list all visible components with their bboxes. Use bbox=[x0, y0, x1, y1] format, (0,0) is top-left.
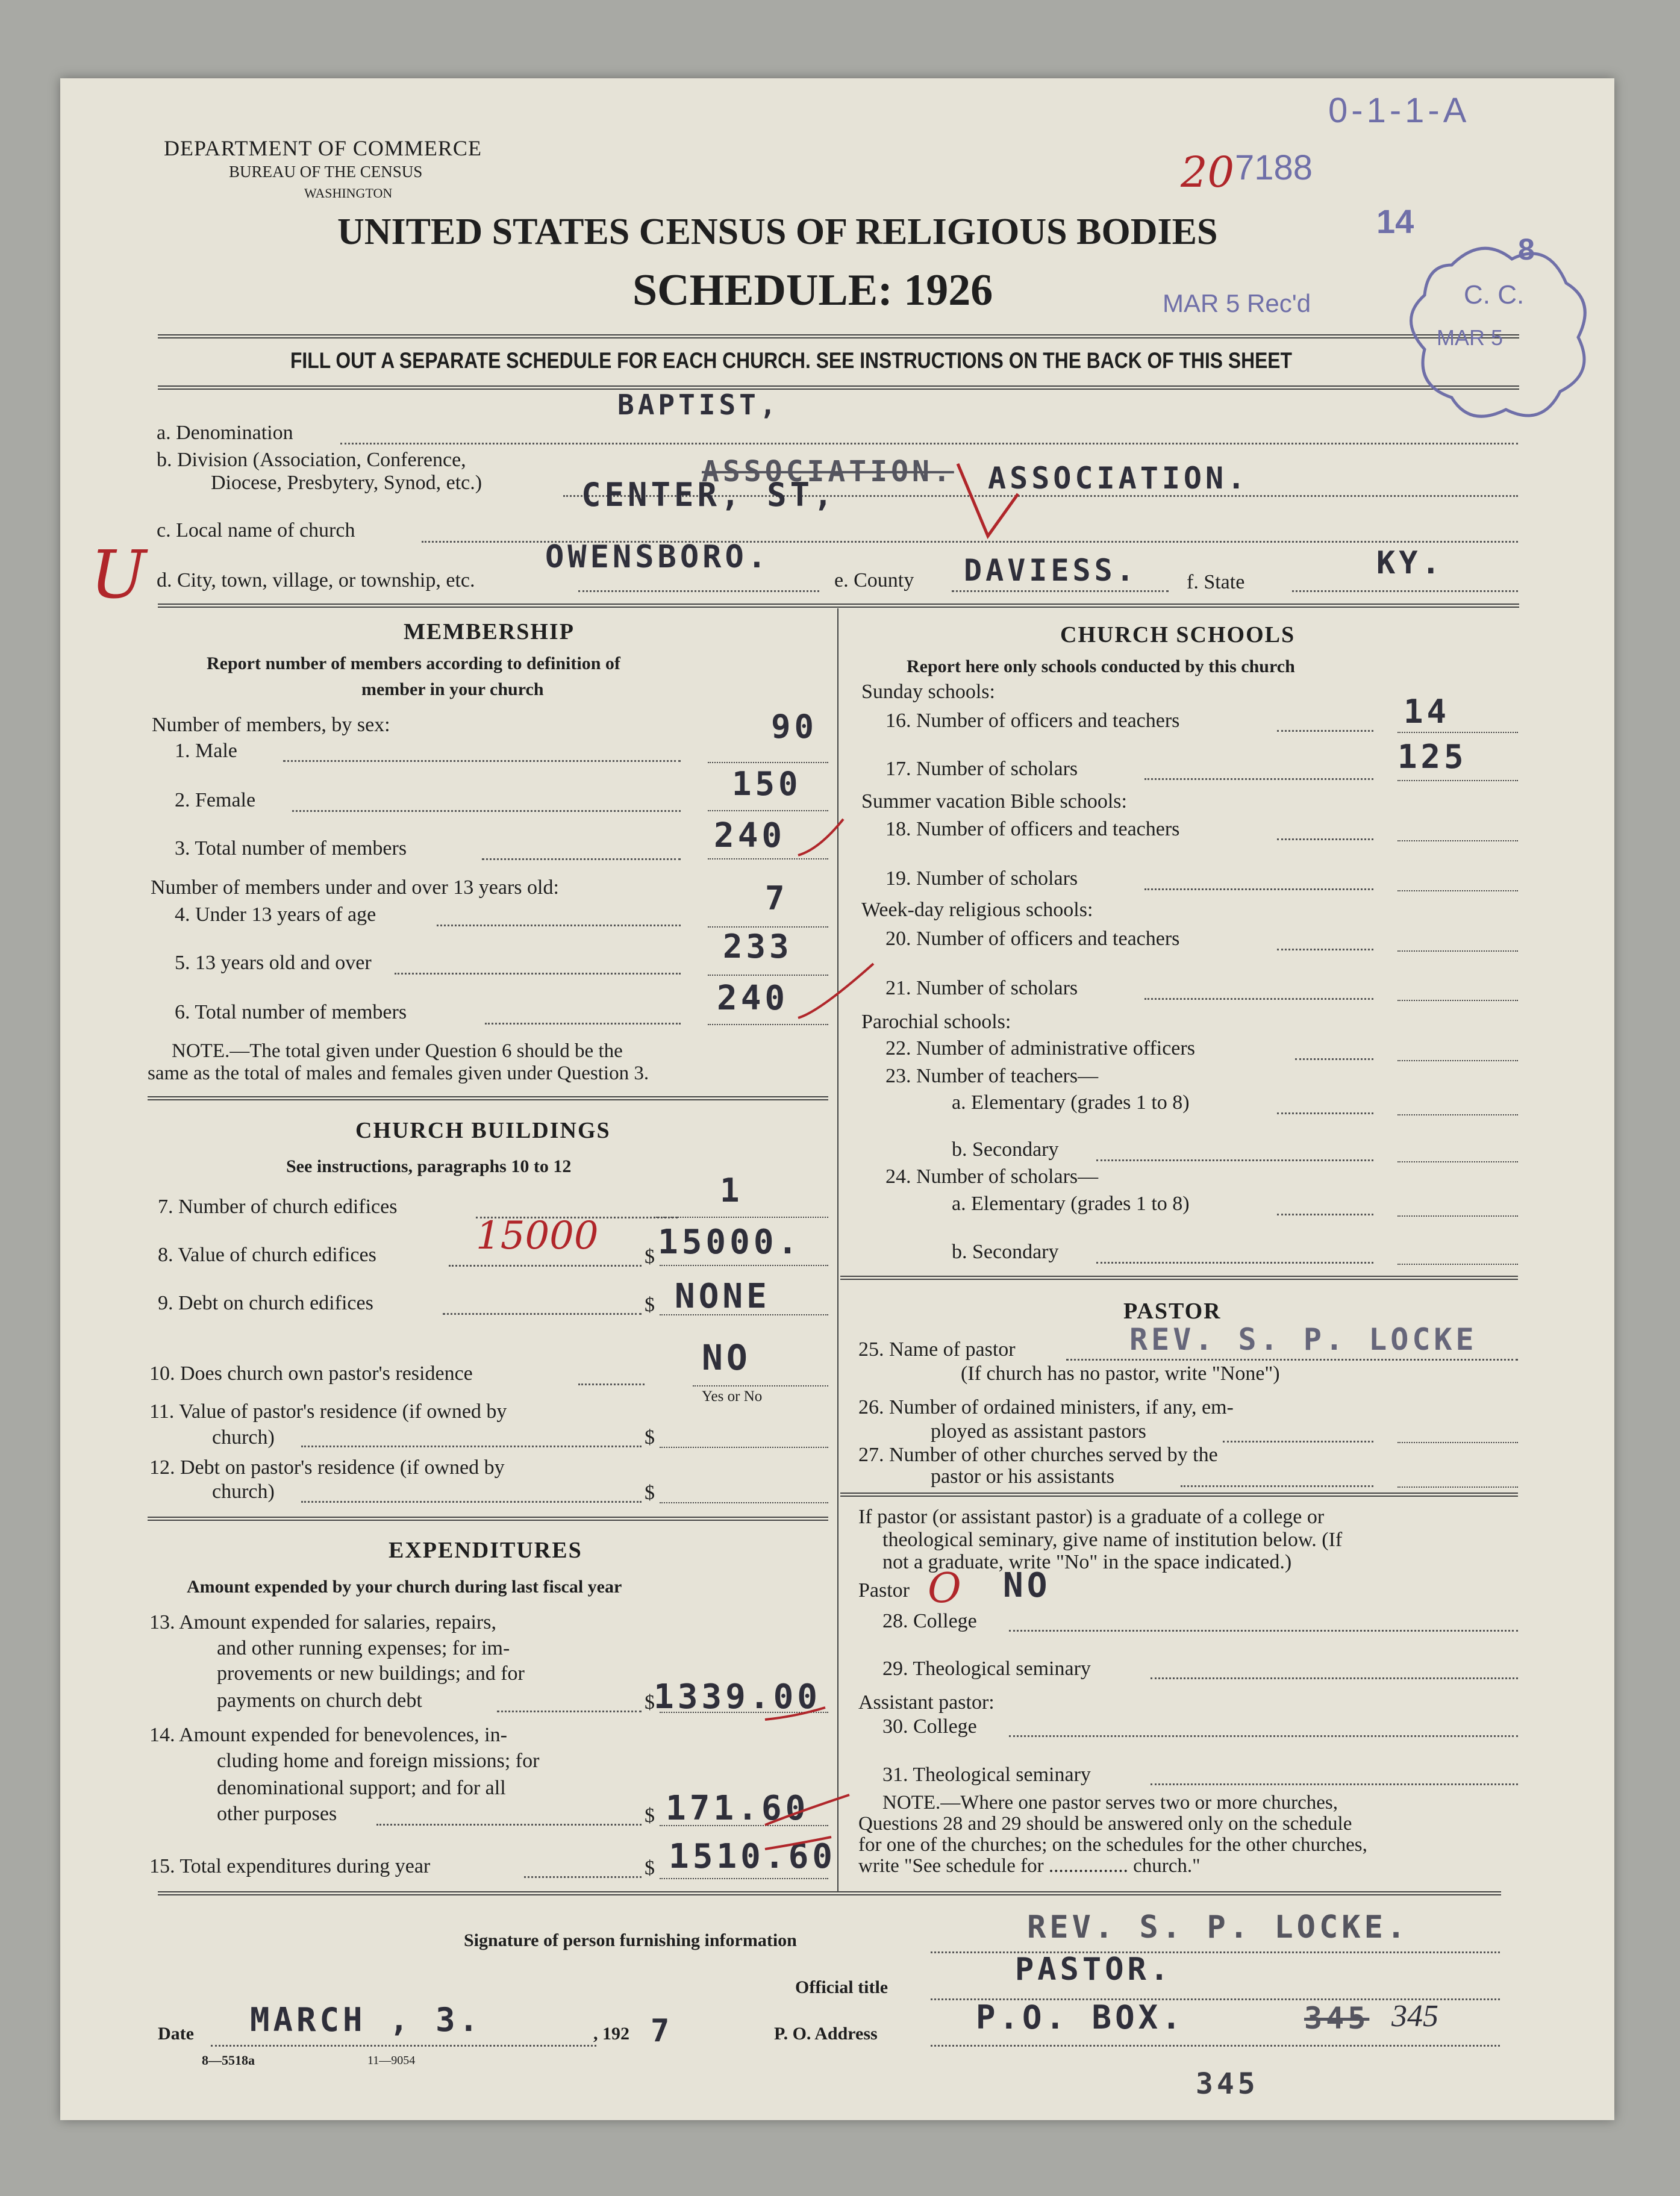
po-address-label: P. O. Address bbox=[774, 2024, 878, 2044]
members-by-sex-label: Number of members, by sex: bbox=[152, 714, 390, 736]
handwritten-prefix: 20 bbox=[1181, 148, 1235, 197]
city-label: d. City, town, village, or township, etc. bbox=[157, 569, 475, 591]
q27-leader bbox=[1181, 1485, 1373, 1487]
year-prefix: , 192 bbox=[593, 2024, 629, 2044]
instruction-rule bbox=[158, 385, 1519, 390]
division-label: b. Division (Association, Conference, bbox=[157, 449, 466, 471]
q30-label: 30. College bbox=[882, 1715, 977, 1738]
q4-label: 4. Under 13 years of age bbox=[175, 903, 376, 926]
q26-label-2: ployed as assistant pastors bbox=[931, 1420, 1146, 1443]
q17-label: 17. Number of scholars bbox=[885, 758, 1078, 780]
q24-label: 24. Number of scholars— bbox=[885, 1165, 1099, 1188]
q13-line-3: provements or new buildings; and for bbox=[217, 1662, 525, 1685]
county-label: e. County bbox=[834, 569, 914, 591]
q11-leader bbox=[301, 1446, 642, 1447]
q10-label: 10. Does church own pastor's residence bbox=[149, 1362, 473, 1385]
q12-label: 12. Debt on pastor's residence (if owned by bbox=[149, 1456, 505, 1479]
q2-value: 150 bbox=[732, 765, 802, 803]
date-label: Date bbox=[158, 2024, 194, 2044]
q12-leader bbox=[301, 1501, 642, 1503]
q9-dollar: $ bbox=[645, 1294, 655, 1316]
denomination-label: a. Denomination bbox=[157, 422, 293, 444]
q15-dollar: $ bbox=[645, 1857, 655, 1879]
date-line bbox=[211, 2045, 596, 2047]
po-address-value: P.O. BOX. bbox=[976, 1998, 1185, 2036]
footer-rule bbox=[158, 1891, 1501, 1895]
pastor-note-3: for one of the churches; on the schedules for the other churches, bbox=[858, 1834, 1367, 1856]
q13-leader bbox=[497, 1711, 642, 1712]
margin-mark: U bbox=[90, 536, 146, 613]
header-rule bbox=[158, 334, 1519, 338]
schools-subtitle: Report here only schools conducted by this church bbox=[907, 657, 1295, 676]
q27-answer-line bbox=[1397, 1486, 1518, 1488]
q8-value: 15000. bbox=[658, 1223, 802, 1262]
po-box-handwritten: 345 bbox=[1391, 1999, 1438, 2033]
bureau-city: WASHINGTON bbox=[304, 186, 393, 201]
pastor-red-mark: O bbox=[928, 1565, 961, 1612]
membership-subtitle: Report number of members according to definition of bbox=[207, 653, 620, 673]
q13-value: 1339.00 bbox=[654, 1677, 822, 1717]
q1-answer-line bbox=[708, 762, 828, 763]
q3-leader bbox=[482, 858, 681, 860]
members-by-age-label: Number of members under and over 13 years old: bbox=[151, 876, 559, 899]
q27-label-2: pastor or his assistants bbox=[931, 1465, 1115, 1488]
q15-value: 1510.60 bbox=[669, 1837, 837, 1876]
schools-rule bbox=[840, 1276, 1518, 1280]
q4-value: 7 bbox=[765, 879, 788, 917]
q8-leader bbox=[449, 1265, 642, 1267]
seal-digit: 8 bbox=[1518, 232, 1535, 266]
pastor-note: NOTE.—Where one pastor serves two or more churches, bbox=[882, 1792, 1338, 1814]
sunday-schools-label: Sunday schools: bbox=[861, 681, 995, 703]
q24b-label: b. Secondary bbox=[952, 1241, 1059, 1263]
q16-label: 16. Number of officers and teachers bbox=[885, 710, 1180, 732]
instruction-banner: FILL OUT A SEPARATE SCHEDULE FOR EACH CHURCH. SEE INSTRUCTIONS ON THE BACK OF THIS SHEET bbox=[290, 348, 1292, 373]
q21-answer-line bbox=[1397, 1000, 1518, 1001]
q7-value: 1 bbox=[720, 1171, 743, 1209]
q23b-leader bbox=[1096, 1159, 1373, 1161]
q15-label: 15. Total expenditures during year bbox=[149, 1855, 431, 1877]
q14-line-3: denominational support; and for all bbox=[217, 1777, 506, 1799]
section-rule bbox=[158, 604, 1519, 608]
red-expenditure-marks bbox=[759, 1686, 861, 1867]
q11-label-2: church) bbox=[212, 1426, 275, 1449]
q6-label: 6. Total number of members bbox=[175, 1001, 407, 1023]
q13-dollar: $ bbox=[645, 1691, 655, 1714]
pastor-note-4: write "See schedule for ................ church." bbox=[858, 1855, 1201, 1877]
q14-line-1: 14. Amount expended for benevolences, in- bbox=[149, 1724, 507, 1746]
assistant-pastor-label: Assistant pastor: bbox=[858, 1691, 995, 1714]
q17-value: 125 bbox=[1397, 738, 1467, 776]
box-number-stamp: 14 bbox=[1376, 202, 1414, 240]
membership-title: MEMBERSHIP bbox=[404, 619, 575, 644]
q4-leader bbox=[437, 925, 681, 926]
q23-label: 23. Number of teachers— bbox=[885, 1065, 1099, 1087]
q8-red-note: 15000 bbox=[476, 1214, 599, 1258]
buildings-subtitle: See instructions, paragraphs 10 to 12 bbox=[286, 1156, 572, 1176]
q2-leader bbox=[292, 810, 681, 812]
schedule-year: SCHEDULE: 1926 bbox=[632, 266, 993, 315]
q3-label: 3. Total number of members bbox=[175, 837, 407, 859]
q6-value: 240 bbox=[717, 979, 789, 1018]
buildings-title: CHURCH BUILDINGS bbox=[355, 1118, 611, 1143]
form-number: 8—5518a bbox=[202, 2053, 255, 2068]
q30-leader bbox=[1009, 1735, 1518, 1737]
q12-answer-line bbox=[660, 1502, 828, 1503]
q29-leader bbox=[1151, 1677, 1518, 1679]
q20-leader bbox=[1277, 949, 1373, 950]
q5-label: 5. 13 years old and over bbox=[175, 952, 372, 974]
membership-note: NOTE.—The total given under Question 6 should be the bbox=[172, 1040, 623, 1062]
yes-or-no-hint: Yes or No bbox=[702, 1388, 763, 1405]
weekday-schools-label: Week-day religious schools: bbox=[861, 899, 1093, 921]
q17-answer-line bbox=[1397, 780, 1518, 781]
form-title: UNITED STATES CENSUS OF RELIGIOUS BODIES bbox=[337, 211, 1218, 252]
q23a-answer-line bbox=[1397, 1114, 1518, 1115]
q21-leader bbox=[1144, 998, 1373, 1000]
q24a-answer-line bbox=[1397, 1215, 1518, 1217]
division-value: ASSOCIATION. bbox=[988, 461, 1249, 496]
q5-leader bbox=[395, 973, 681, 975]
q26-label: 26. Number of ordained ministers, if any, em- bbox=[858, 1396, 1234, 1418]
q20-label: 20. Number of officers and teachers bbox=[885, 928, 1180, 950]
q1-leader bbox=[283, 760, 681, 762]
q9-label: 9. Debt on church edifices bbox=[158, 1292, 373, 1314]
file-code-stamp: 0-1-1-A bbox=[1328, 91, 1470, 130]
q27-label: 27. Number of other churches served by the bbox=[858, 1444, 1218, 1466]
q26-leader bbox=[1223, 1441, 1373, 1443]
q24b-answer-line bbox=[1397, 1264, 1518, 1265]
official-title-label: Official title bbox=[795, 1977, 888, 1997]
q17-leader bbox=[1144, 778, 1373, 780]
q2-label: 2. Female bbox=[175, 789, 256, 811]
q11-dollar: $ bbox=[645, 1426, 655, 1449]
official-title-value: PASTOR. bbox=[1015, 1951, 1173, 1988]
q19-label: 19. Number of scholars bbox=[885, 867, 1078, 890]
q16-leader bbox=[1277, 730, 1373, 732]
q23a-leader bbox=[1277, 1112, 1373, 1114]
q9-leader bbox=[443, 1313, 642, 1315]
graduate-instruction-3: not a graduate, write "No" in the space indicated.) bbox=[882, 1551, 1292, 1573]
q10-leader bbox=[578, 1383, 645, 1385]
q24a-label: a. Elementary (grades 1 to 8) bbox=[952, 1193, 1190, 1215]
q23b-label: b. Secondary bbox=[952, 1138, 1059, 1161]
q9-value: NONE bbox=[675, 1277, 770, 1316]
q21-label: 21. Number of scholars bbox=[885, 977, 1078, 999]
bottom-box-number: 345 bbox=[1196, 2067, 1259, 2101]
q1-value: 90 bbox=[771, 708, 818, 746]
po-address-line bbox=[931, 2045, 1500, 2047]
q18-answer-line bbox=[1397, 840, 1518, 841]
membership-subtitle-2: member in your church bbox=[361, 679, 544, 699]
q31-label: 31. Theological seminary bbox=[882, 1764, 1091, 1786]
q26-answer-line bbox=[1397, 1442, 1518, 1443]
graduate-instruction: If pastor (or assistant pastor) is a graduate of a college or bbox=[858, 1506, 1325, 1528]
q13-line-1: 13. Amount expended for salaries, repairs, bbox=[149, 1611, 496, 1633]
q15-answer-line bbox=[660, 1878, 828, 1879]
pastor-note-2: Questions 28 and 29 should be answered only on the schedule bbox=[858, 1813, 1352, 1835]
q22-answer-line bbox=[1397, 1060, 1518, 1061]
q25-label: 25. Name of pastor bbox=[858, 1338, 1016, 1361]
q22-label: 22. Number of administrative officers bbox=[885, 1037, 1195, 1059]
po-box-struck: 345 bbox=[1304, 2001, 1370, 2036]
county-value: DAVIESS. bbox=[964, 553, 1138, 588]
q14-value: 171.60 bbox=[666, 1789, 810, 1828]
state-value: KY. bbox=[1376, 545, 1444, 581]
q14-line-2: cluding home and foreign missions; for bbox=[217, 1750, 540, 1772]
local-name-label: c. Local name of church bbox=[157, 519, 355, 541]
q16-answer-line bbox=[1397, 732, 1518, 733]
q11-answer-line bbox=[660, 1447, 828, 1448]
q12-label-2: church) bbox=[212, 1480, 275, 1503]
date-value: MARCH , 3. bbox=[250, 2001, 482, 2039]
print-number: 11—9054 bbox=[367, 2054, 416, 2067]
q13-line-2: and other running expenses; for im- bbox=[217, 1637, 510, 1659]
q14-line-4: other purposes bbox=[217, 1803, 337, 1825]
membership-note-2: same as the total of males and females given under Question 3. bbox=[148, 1062, 649, 1084]
q8-label: 8. Value of church edifices bbox=[158, 1244, 376, 1266]
expenditures-title: EXPENDITURES bbox=[389, 1538, 582, 1563]
signature-value: REV. S. P. LOCKE. bbox=[1027, 1909, 1410, 1945]
red-check-mark bbox=[952, 458, 1024, 548]
q25-note: (If church has no pastor, write "None") bbox=[961, 1362, 1280, 1385]
q28-leader bbox=[1009, 1630, 1518, 1632]
q10-answer-line bbox=[693, 1385, 828, 1387]
division-struck-value: ASSOCIATION. bbox=[702, 455, 954, 488]
pastor-rule bbox=[840, 1493, 1518, 1497]
bureau-name: BUREAU OF THE CENSUS bbox=[229, 163, 423, 181]
pastor-education-value: NO bbox=[1003, 1566, 1051, 1605]
q19-leader bbox=[1144, 888, 1373, 890]
city-value: OWENSBORO. bbox=[545, 539, 770, 575]
summer-schools-label: Summer vacation Bible schools: bbox=[861, 790, 1127, 813]
q23a-label: a. Elementary (grades 1 to 8) bbox=[952, 1091, 1190, 1114]
q24a-leader bbox=[1277, 1214, 1373, 1215]
q11-label: 11. Value of pastor's residence (if owned by bbox=[149, 1400, 507, 1423]
q31-leader bbox=[1151, 1783, 1518, 1785]
q8-answer-line bbox=[660, 1265, 828, 1266]
graduate-instruction-2: theological seminary, give name of institution below. (If bbox=[882, 1529, 1343, 1551]
q29-label: 29. Theological seminary bbox=[882, 1658, 1091, 1680]
membership-rule bbox=[148, 1096, 828, 1100]
buildings-rule bbox=[148, 1517, 828, 1521]
denomination-value: BAPTIST, bbox=[617, 388, 780, 421]
q20-answer-line bbox=[1397, 950, 1518, 952]
schedule-number-stamp: 7188 bbox=[1235, 148, 1313, 187]
q8-dollar: $ bbox=[645, 1246, 655, 1268]
schools-title: CHURCH SCHOOLS bbox=[1060, 622, 1296, 647]
q5-value: 233 bbox=[723, 928, 793, 965]
pastor-title: PASTOR bbox=[1123, 1299, 1222, 1324]
q25-value: REV. S. P. LOCKE bbox=[1129, 1322, 1478, 1357]
division-label-2: Diocese, Presbytery, Synod, etc.) bbox=[211, 472, 482, 494]
q24b-leader bbox=[1096, 1262, 1373, 1264]
q12-dollar: $ bbox=[645, 1482, 655, 1504]
q3-value: 240 bbox=[714, 816, 786, 855]
seal-cc-text: C. C. bbox=[1464, 280, 1525, 310]
q16-value: 14 bbox=[1404, 693, 1450, 731]
q28-label: 28. College bbox=[882, 1610, 977, 1632]
q18-leader bbox=[1277, 838, 1373, 840]
q15-leader bbox=[524, 1876, 642, 1878]
seal-date: MAR 5 bbox=[1437, 325, 1504, 350]
signature-label: Signature of person furnishing information bbox=[464, 1930, 797, 1950]
state-line bbox=[1292, 590, 1518, 592]
state-label: f. State bbox=[1187, 571, 1245, 593]
q7-label: 7. Number of church edifices bbox=[158, 1196, 398, 1218]
pastor-education-label: Pastor bbox=[858, 1579, 910, 1602]
received-date-stamp: MAR 5 Rec'd bbox=[1163, 289, 1311, 317]
division-name: CENTER, ST, bbox=[581, 476, 837, 514]
q14-leader bbox=[376, 1824, 642, 1826]
parochial-schools-label: Parochial schools: bbox=[861, 1011, 1011, 1033]
q23b-answer-line bbox=[1397, 1161, 1518, 1162]
q1-label: 1. Male bbox=[175, 740, 237, 762]
department-name: DEPARTMENT OF COMMERCE bbox=[164, 136, 482, 160]
year-value: 7 bbox=[651, 2013, 673, 2049]
q10-value: NO bbox=[702, 1337, 751, 1378]
denomination-line bbox=[340, 443, 1518, 445]
q14-dollar: $ bbox=[645, 1805, 655, 1827]
q7-answer-line bbox=[654, 1217, 828, 1218]
city-line bbox=[578, 590, 819, 592]
q22-leader bbox=[1295, 1058, 1373, 1060]
q6-leader bbox=[485, 1023, 681, 1025]
county-line bbox=[952, 590, 1169, 592]
q19-answer-line bbox=[1397, 890, 1518, 891]
q18-label: 18. Number of officers and teachers bbox=[885, 818, 1180, 840]
expenditures-subtitle: Amount expended by your church during last fiscal year bbox=[187, 1577, 622, 1597]
q25-leader bbox=[1066, 1359, 1518, 1361]
q13-line-4: payments on church debt bbox=[217, 1689, 422, 1712]
